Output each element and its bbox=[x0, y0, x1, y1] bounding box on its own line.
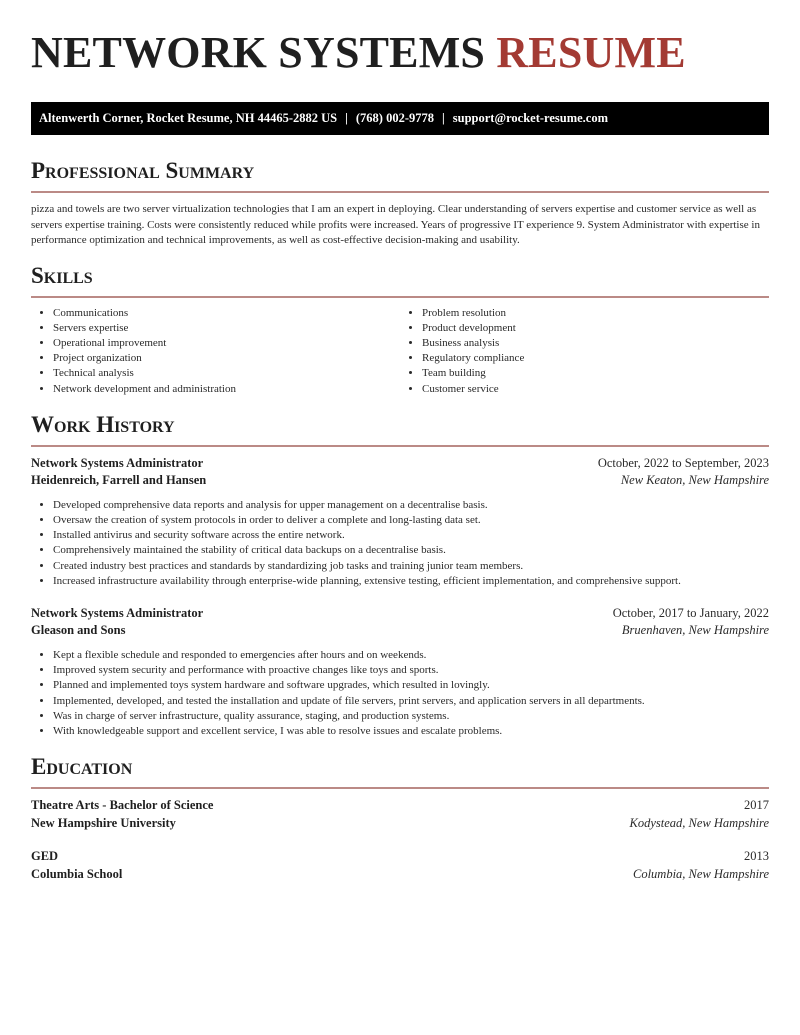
skills-list-right bbox=[400, 306, 769, 397]
job-entry bbox=[31, 605, 769, 739]
job-bullets bbox=[31, 648, 769, 739]
section-heading-skills: Skills bbox=[31, 262, 93, 288]
contact-phone[interactable]: (768) 002-9778 bbox=[355, 111, 434, 125]
education-school: Columbia School bbox=[31, 866, 123, 881]
section-heading-education: Education bbox=[31, 754, 133, 780]
section-heading-work: Work History bbox=[31, 411, 175, 437]
section-divider bbox=[31, 787, 769, 789]
contact-bar bbox=[31, 102, 769, 135]
education-year: 2017 bbox=[744, 798, 769, 813]
job-bullet: • Implemented, developed, and tested the installation and update of file servers, print servers, and application servers in all departments. bbox=[53, 694, 769, 709]
job-company: Gleason and Sons bbox=[31, 623, 126, 638]
contact-separator: | bbox=[345, 111, 348, 125]
education-section bbox=[31, 755, 769, 883]
skills-section bbox=[31, 264, 769, 397]
section-divider bbox=[31, 296, 769, 298]
summary-section bbox=[31, 159, 769, 249]
skill-item: • Problem resolution bbox=[422, 306, 769, 321]
education-year: 2013 bbox=[744, 849, 769, 864]
education-entry bbox=[31, 797, 769, 832]
job-location: Bruenhaven, New Hampshire bbox=[621, 623, 769, 638]
job-bullet: • Created industry best practices and standards by standardizing job tasks and training junior team members. bbox=[53, 559, 769, 574]
job-bullet: • With knowledgeable support and excellent service, I was able to resolve issues and escalate problems. bbox=[53, 724, 769, 739]
job-dates: October, 2022 to September, 2023 bbox=[597, 455, 769, 470]
job-title: Network Systems Administrator bbox=[31, 455, 204, 470]
job-bullet: • Oversaw the creation of system protocols in order to deliver a complete and long-lasting data set. bbox=[53, 513, 769, 528]
job-bullet: • Kept a flexible schedule and responded to emergencies after hours and on weekends. bbox=[53, 648, 769, 663]
skill-item: • Customer service bbox=[422, 382, 769, 397]
skill-item: • Project organization bbox=[53, 351, 400, 366]
skill-item: • Regulatory compliance bbox=[422, 351, 769, 366]
education-location: Columbia, New Hampshire bbox=[633, 866, 769, 881]
job-bullets bbox=[31, 498, 769, 589]
skill-item: • Servers expertise bbox=[53, 321, 400, 336]
contact-separator: | bbox=[442, 111, 445, 125]
education-degree: GED bbox=[31, 849, 59, 864]
education-location: Kodystead, New Hampshire bbox=[629, 815, 769, 830]
job-bullet: • Increased infrastructure availability through enterprise-wide planning, extensive testing, efficient implementation, and comprehensive support. bbox=[53, 574, 769, 589]
title-accent: RESUME bbox=[496, 28, 686, 77]
contact-address: Altenwerth Corner, Rocket Resume, NH 44465-2882 US bbox=[39, 111, 338, 125]
education-entry bbox=[31, 848, 769, 883]
job-location: New Keaton, New Hampshire bbox=[620, 473, 769, 488]
job-bullet: • Planned and implemented toys system hardware and software upgrades, which resulted in lovingly. bbox=[53, 678, 769, 693]
skill-item: • Operational improvement bbox=[53, 336, 400, 351]
title-main: NETWORK SYSTEMS bbox=[31, 28, 486, 77]
skills-list-left bbox=[31, 306, 400, 397]
job-bullet: • Developed comprehensive data reports and analysis for upper management on a decentralise basis. bbox=[53, 498, 769, 513]
resume-title bbox=[31, 0, 769, 87]
skills-columns bbox=[31, 306, 769, 397]
education-school: New Hampshire University bbox=[31, 815, 176, 830]
job-title: Network Systems Administrator bbox=[31, 605, 204, 620]
skill-item: • Team building bbox=[422, 366, 769, 381]
job-entry bbox=[31, 455, 769, 589]
section-heading-summary: Professional Summary bbox=[31, 158, 255, 183]
section-divider bbox=[31, 445, 769, 447]
contact-email[interactable]: support@rocket-resume.com bbox=[452, 111, 609, 125]
work-history-section bbox=[31, 413, 769, 739]
job-company: Heidenreich, Farrell and Hansen bbox=[31, 473, 207, 488]
skill-item: • Communications bbox=[53, 306, 400, 321]
summary-text: pizza and towels are two server virtualization technologies that I am an expert in deploying. Clear understanding of servers expertise and customer service as well as servers expertise training. Costs were consistently reduced while profits were increased. Years of progressive IT experience 9. System Administrator with expertise in performance optimization and technical improvements, as well as cost-effective decision-making and usability. bbox=[31, 203, 760, 246]
education-degree: Theatre Arts - Bachelor of Science bbox=[31, 798, 214, 813]
skill-item: • Network development and administration bbox=[53, 382, 400, 397]
job-bullet: • Was in charge of server infrastructure, quality assurance, staging, and production systems. bbox=[53, 709, 769, 724]
job-bullet: • Installed antivirus and security software across the entire network. bbox=[53, 528, 769, 543]
job-bullet: • Comprehensively maintained the stability of critical data backups on a decentralise basis. bbox=[53, 543, 769, 558]
section-divider bbox=[31, 191, 769, 193]
skill-item: • Business analysis bbox=[422, 336, 769, 351]
skill-item: • Technical analysis bbox=[53, 366, 400, 381]
job-bullet: • Improved system security and performance with proactive changes like toys and sports. bbox=[53, 663, 769, 678]
skill-item: • Product development bbox=[422, 321, 769, 336]
job-dates: October, 2017 to January, 2022 bbox=[612, 605, 769, 620]
